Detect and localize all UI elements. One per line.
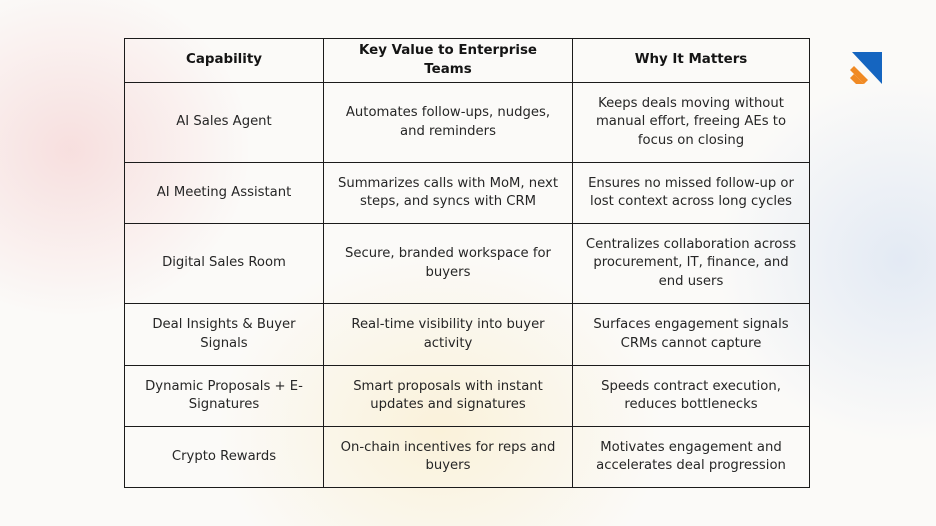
- cell-why-it-matters: Ensures no missed follow-up or lost context across long cycles: [573, 163, 809, 224]
- cell-why-it-matters: Speeds contract execution, reduces bottlenecks: [573, 366, 809, 427]
- cell-why-it-matters: Motivates engagement and accelerates deal progression: [596, 439, 786, 473]
- cell-key-value: Smart proposals with instant updates and signatures: [324, 366, 573, 427]
- cell-capability: AI Sales Agent: [125, 83, 324, 163]
- header-key-value: Key Value to Enterprise Teams: [324, 39, 573, 83]
- cell-capability: AI Meeting Assistant: [125, 163, 324, 224]
- cell-key-value: Summarizes calls with MoM, next steps, and syncs with CRM: [324, 163, 573, 224]
- cell-why-it-matters: Surfaces engagement signals CRMs cannot capture: [573, 304, 809, 366]
- cell-capability: Deal Insights & Buyer Signals: [125, 304, 324, 366]
- cell-why-it-matters: Centralizes collaboration across procurement, IT, finance, and end users: [573, 224, 809, 304]
- capability-table: [124, 38, 810, 488]
- header-why-it-matters: Why It Matters: [573, 39, 809, 83]
- cell-capability: Digital Sales Room: [125, 224, 324, 304]
- header-capability: Capability: [125, 39, 324, 83]
- cell-key-value: Automates follow-ups, nudges, and reminders: [324, 83, 573, 163]
- cell-key-value: Real-time visibility into buyer activity: [324, 304, 573, 366]
- cell-key-value: Secure, branded workspace for buyers: [324, 224, 573, 304]
- cell-key-value: On-chain incentives for reps and buyers: [324, 427, 573, 487]
- brand-logo-icon: [850, 52, 882, 84]
- cell-capability: Crypto Rewards: [125, 427, 324, 487]
- cell-capability: Dynamic Proposals + E-Signatures: [125, 366, 324, 427]
- cell-why-it-matters: Keeps deals moving without manual effort, freeing AEs to focus on closing: [573, 83, 809, 163]
